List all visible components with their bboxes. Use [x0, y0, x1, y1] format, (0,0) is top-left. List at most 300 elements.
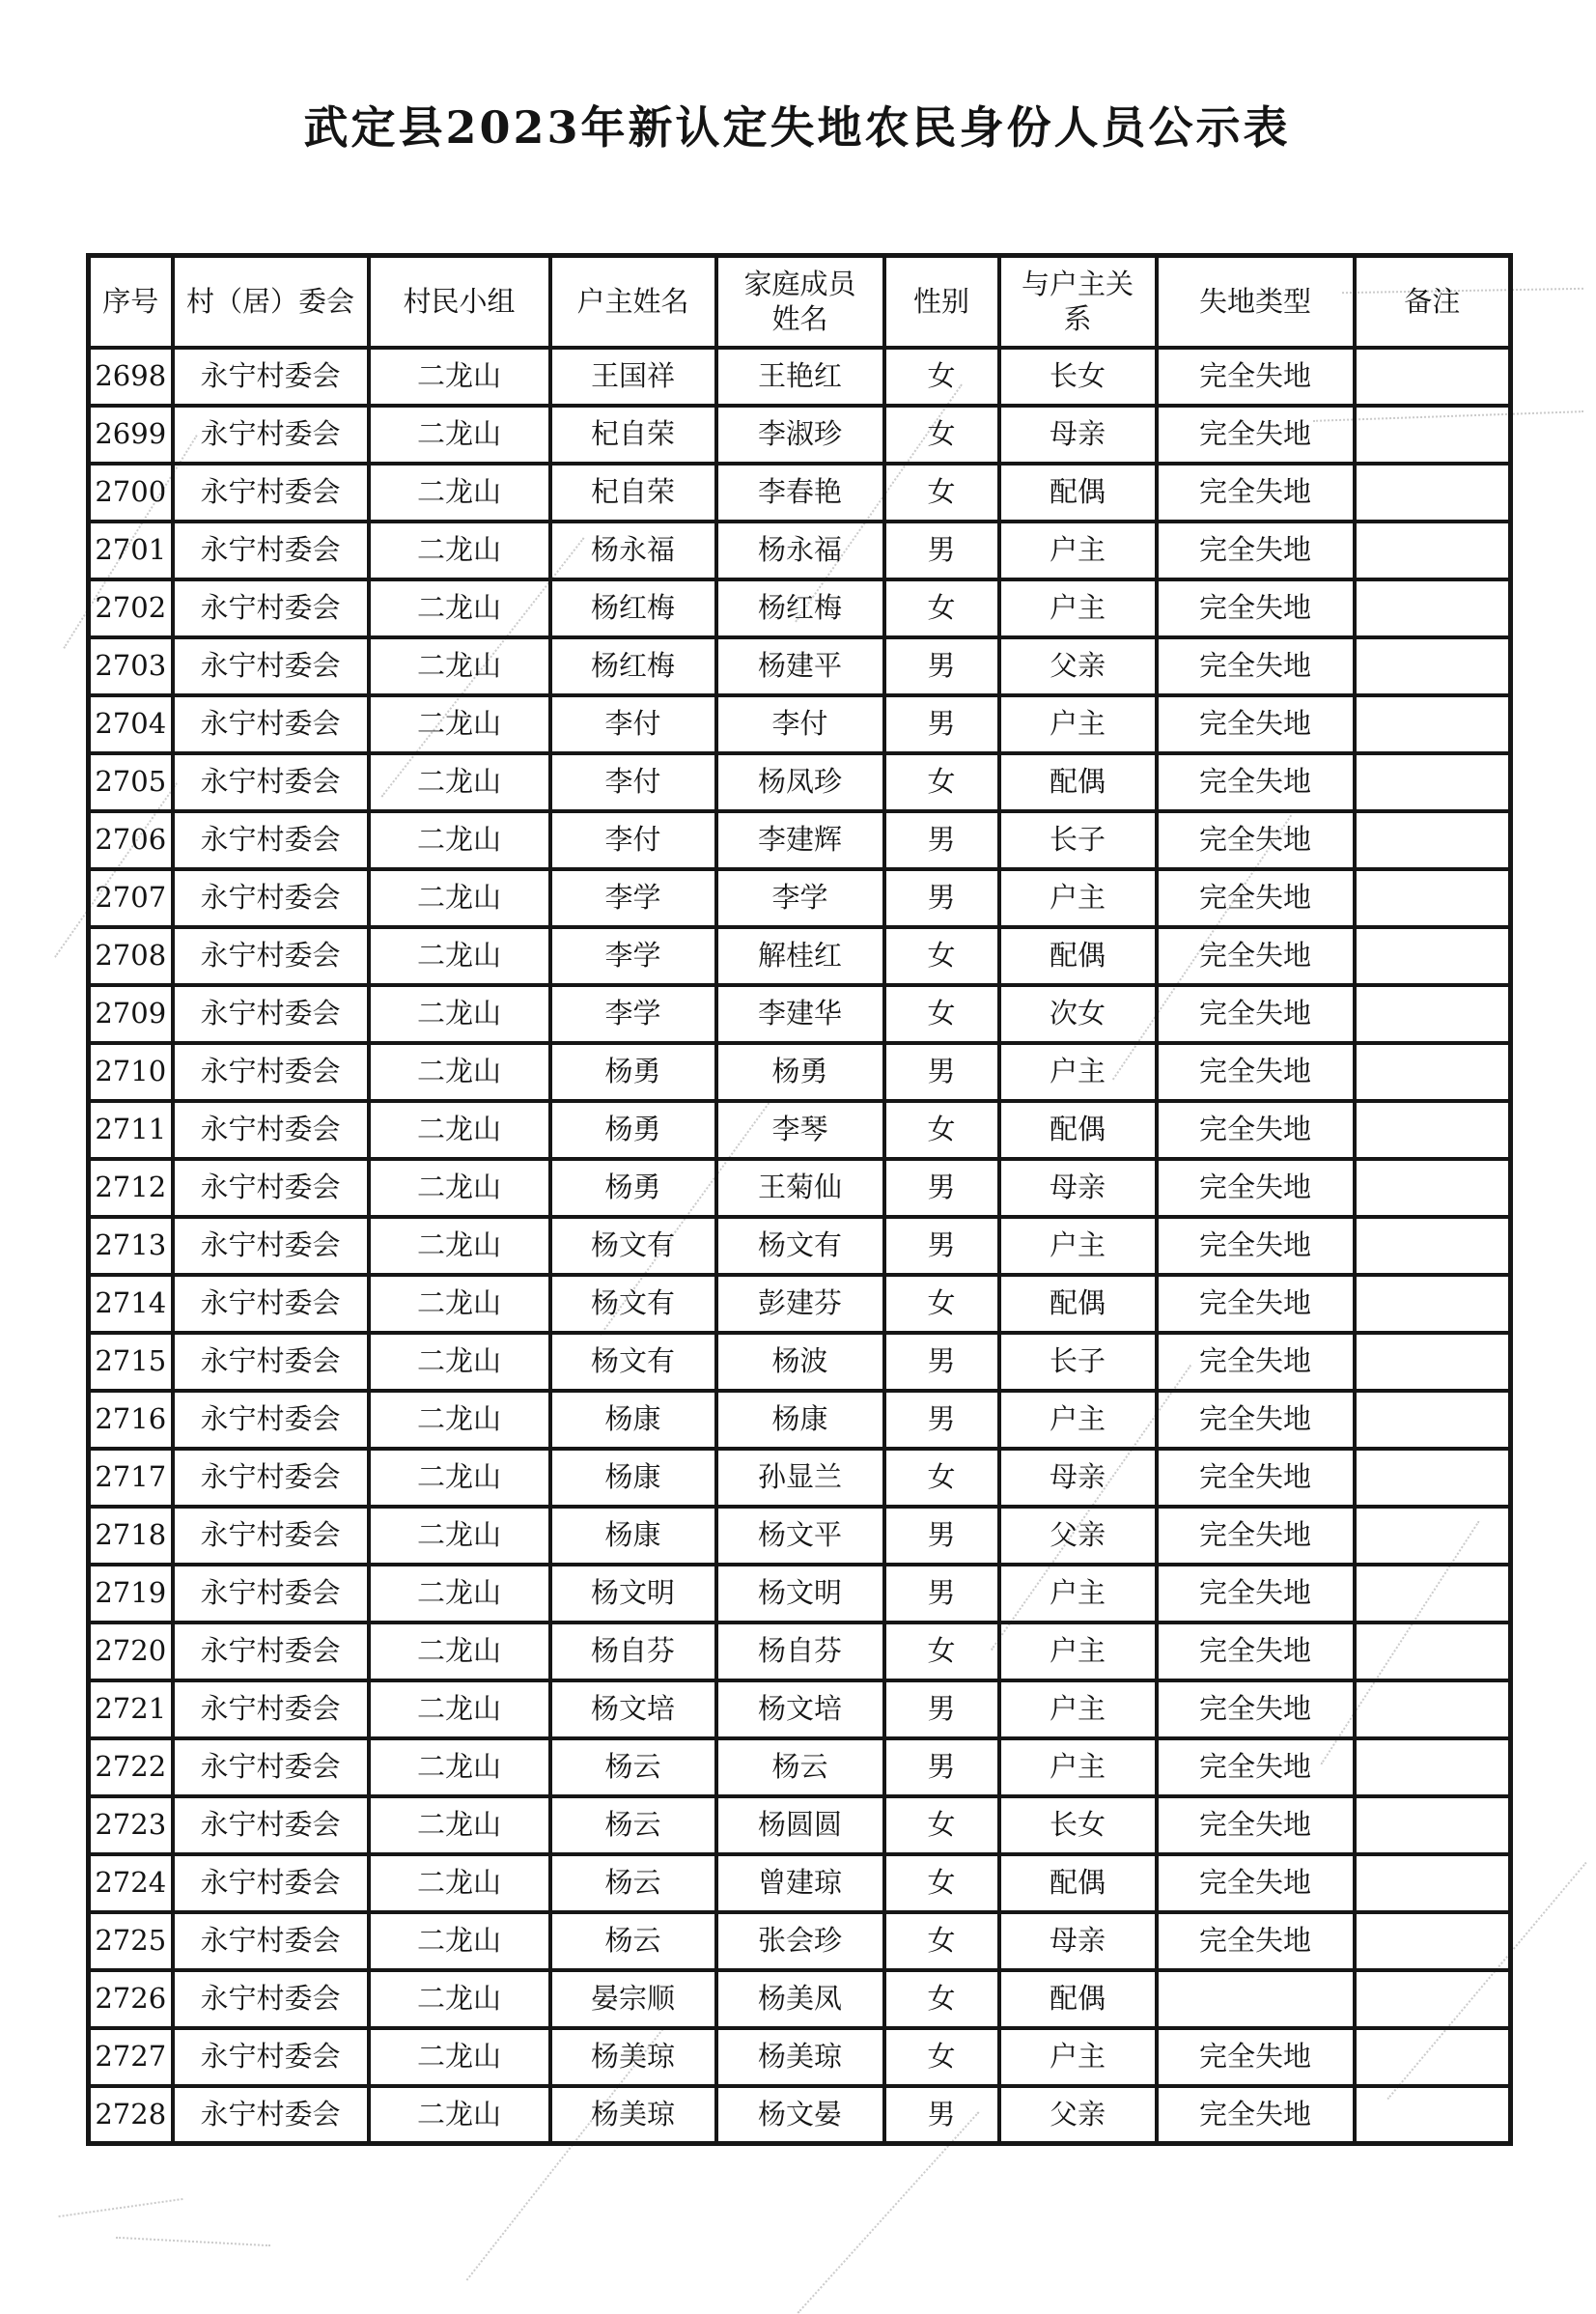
- table-cell: 2704: [89, 695, 173, 753]
- table-row: [89, 1217, 1511, 1275]
- table-row: [89, 464, 1511, 522]
- table-cell: 2702: [89, 579, 173, 637]
- table-cell: 二龙山: [369, 1333, 550, 1391]
- table-cell: 户主: [999, 579, 1157, 637]
- table-cell: 永宁村委会: [173, 1970, 369, 2028]
- column-header-gender: 性别: [884, 256, 999, 348]
- table-cell: 2710: [89, 1043, 173, 1101]
- table-cell: 杨美琼: [716, 2028, 884, 2086]
- table-cell: 完全失地: [1157, 464, 1355, 522]
- table-cell: 杨红梅: [716, 579, 884, 637]
- table-cell: 2713: [89, 1217, 173, 1275]
- table-cell: 父亲: [999, 637, 1157, 695]
- table-cell: [1355, 1796, 1511, 1854]
- table-cell: 李建华: [716, 985, 884, 1043]
- table-cell: 孙显兰: [716, 1449, 884, 1507]
- table-cell: 永宁村委会: [173, 1623, 369, 1680]
- table-cell: 杨康: [550, 1449, 716, 1507]
- table-cell: 二龙山: [369, 1159, 550, 1217]
- table-cell: 完全失地: [1157, 1565, 1355, 1623]
- table-cell: 女: [884, 464, 999, 522]
- table-cell: 男: [884, 1159, 999, 1217]
- table-cell: 2724: [89, 1854, 173, 1912]
- table-cell: 二龙山: [369, 2086, 550, 2144]
- table-cell: 男: [884, 522, 999, 579]
- table-cell: [1355, 869, 1511, 927]
- table-cell: 完全失地: [1157, 1796, 1355, 1854]
- table-row: [89, 637, 1511, 695]
- table-row: [89, 695, 1511, 753]
- table-cell: 杨红梅: [550, 637, 716, 695]
- table-cell: 杞自荣: [550, 406, 716, 464]
- table-cell: 户主: [999, 1623, 1157, 1680]
- table-cell: [1355, 1159, 1511, 1217]
- table-cell: 二龙山: [369, 927, 550, 985]
- table-row: [89, 1970, 1511, 2028]
- table-cell: 户主: [999, 522, 1157, 579]
- column-header-household-head: 户主姓名: [550, 256, 716, 348]
- table-cell: 二龙山: [369, 695, 550, 753]
- table-row: [89, 348, 1511, 406]
- table-cell: 2707: [89, 869, 173, 927]
- table-cell: 杞自荣: [550, 464, 716, 522]
- table-cell: 李学: [550, 927, 716, 985]
- table-row: [89, 1101, 1511, 1159]
- table-cell: [1355, 927, 1511, 985]
- table-cell: 完全失地: [1157, 1391, 1355, 1449]
- table-cell: 完全失地: [1157, 811, 1355, 869]
- table-cell: 男: [884, 1565, 999, 1623]
- table-cell: [1355, 1912, 1511, 1970]
- table-cell: [1355, 1565, 1511, 1623]
- table-cell: 二龙山: [369, 1507, 550, 1565]
- table-cell: 2719: [89, 1565, 173, 1623]
- column-header-family-member: 家庭成员姓名: [716, 256, 884, 348]
- table-cell: 杨文有: [550, 1275, 716, 1333]
- table-cell: 完全失地: [1157, 637, 1355, 695]
- table-cell: 李付: [716, 695, 884, 753]
- table-cell: 女: [884, 1101, 999, 1159]
- table-cell: 永宁村委会: [173, 348, 369, 406]
- table-cell: 解桂红: [716, 927, 884, 985]
- table-cell: 女: [884, 985, 999, 1043]
- table-cell: 2705: [89, 753, 173, 811]
- table-cell: 杨波: [716, 1333, 884, 1391]
- table-cell: 长子: [999, 1333, 1157, 1391]
- table-cell: 杨永福: [550, 522, 716, 579]
- table-cell: 2721: [89, 1680, 173, 1738]
- table-cell: 男: [884, 869, 999, 927]
- table-cell: [1355, 2086, 1511, 2144]
- table-cell: [1355, 1101, 1511, 1159]
- table-cell: 永宁村委会: [173, 1275, 369, 1333]
- table-cell: 户主: [999, 1043, 1157, 1101]
- table-cell: 完全失地: [1157, 1159, 1355, 1217]
- table-cell: 李淑珍: [716, 406, 884, 464]
- table-cell: [1355, 811, 1511, 869]
- table-cell: 二龙山: [369, 1970, 550, 2028]
- table-cell: 完全失地: [1157, 1101, 1355, 1159]
- table-row: [89, 1159, 1511, 1217]
- table-cell: 男: [884, 1333, 999, 1391]
- table-cell: 户主: [999, 1565, 1157, 1623]
- table-cell: 二龙山: [369, 1912, 550, 1970]
- table-cell: 完全失地: [1157, 1333, 1355, 1391]
- table-cell: 李付: [550, 753, 716, 811]
- table-cell: 永宁村委会: [173, 1333, 369, 1391]
- table-cell: [1355, 464, 1511, 522]
- table-cell: 永宁村委会: [173, 1738, 369, 1796]
- table-cell: 户主: [999, 1680, 1157, 1738]
- table-cell: 完全失地: [1157, 1680, 1355, 1738]
- table-cell: 二龙山: [369, 1738, 550, 1796]
- table-cell: 女: [884, 1970, 999, 2028]
- table-cell: 2699: [89, 406, 173, 464]
- table-row: [89, 753, 1511, 811]
- table-cell: 2701: [89, 522, 173, 579]
- table-cell: [1355, 753, 1511, 811]
- table-cell: 母亲: [999, 406, 1157, 464]
- table-cell: 永宁村委会: [173, 1449, 369, 1507]
- table-cell: 户主: [999, 1217, 1157, 1275]
- table-cell: 完全失地: [1157, 753, 1355, 811]
- table-cell: 二龙山: [369, 2028, 550, 2086]
- table-cell: 彭建芬: [716, 1275, 884, 1333]
- header-row: [89, 256, 1511, 348]
- table-cell: 二龙山: [369, 1796, 550, 1854]
- table-row: [89, 1565, 1511, 1623]
- table-row: [89, 406, 1511, 464]
- table-cell: 永宁村委会: [173, 927, 369, 985]
- table-cell: 配偶: [999, 464, 1157, 522]
- table-row: [89, 811, 1511, 869]
- table-cell: 完全失地: [1157, 1043, 1355, 1101]
- column-header-village-committee: 村（居）委会: [173, 256, 369, 348]
- notice-table: [86, 253, 1513, 2146]
- table-cell: 永宁村委会: [173, 811, 369, 869]
- table-cell: 永宁村委会: [173, 1680, 369, 1738]
- table-cell: [1355, 1738, 1511, 1796]
- table-cell: 完全失地: [1157, 985, 1355, 1043]
- table-row: [89, 1391, 1511, 1449]
- table-cell: 永宁村委会: [173, 2086, 369, 2144]
- table-cell: 永宁村委会: [173, 1159, 369, 1217]
- table-cell: 男: [884, 2086, 999, 2144]
- table-cell: 户主: [999, 869, 1157, 927]
- table-cell: 李付: [550, 811, 716, 869]
- table-cell: [1355, 2028, 1511, 2086]
- table-cell: [1355, 1449, 1511, 1507]
- table-cell: 二龙山: [369, 1043, 550, 1101]
- column-header-remarks: 备注: [1355, 256, 1511, 348]
- table-row: [89, 2086, 1511, 2144]
- table-cell: [1355, 1854, 1511, 1912]
- scan-artifact: [58, 2198, 182, 2217]
- table-cell: [1355, 406, 1511, 464]
- table-cell: 永宁村委会: [173, 1796, 369, 1854]
- table-cell: 杨美凤: [716, 1970, 884, 2028]
- table-cell: 二龙山: [369, 985, 550, 1043]
- table-cell: 配偶: [999, 1854, 1157, 1912]
- table-cell: 杨美琼: [550, 2086, 716, 2144]
- table-cell: [1355, 1391, 1511, 1449]
- table-cell: 男: [884, 1043, 999, 1101]
- table-cell: 二龙山: [369, 811, 550, 869]
- table-row: [89, 1043, 1511, 1101]
- table-cell: 2712: [89, 1159, 173, 1217]
- table-cell: 配偶: [999, 1275, 1157, 1333]
- table-cell: 父亲: [999, 2086, 1157, 2144]
- table-cell: 2711: [89, 1101, 173, 1159]
- table-cell: 配偶: [999, 753, 1157, 811]
- table-cell: 杨文有: [550, 1333, 716, 1391]
- table-row: [89, 1796, 1511, 1854]
- table-cell: [1355, 1507, 1511, 1565]
- table-cell: 李琴: [716, 1101, 884, 1159]
- table-cell: 永宁村委会: [173, 869, 369, 927]
- table-cell: 完全失地: [1157, 2086, 1355, 2144]
- table-cell: [1355, 579, 1511, 637]
- table-cell: 晏宗顺: [550, 1970, 716, 2028]
- table-cell: 二龙山: [369, 869, 550, 927]
- table-cell: 王艳红: [716, 348, 884, 406]
- table-cell: 二龙山: [369, 348, 550, 406]
- column-header-serial: 序号: [89, 256, 173, 348]
- table-cell: 李春艳: [716, 464, 884, 522]
- table-cell: 杨文有: [550, 1217, 716, 1275]
- table-row: [89, 869, 1511, 927]
- table-cell: [1355, 1970, 1511, 2028]
- table-cell: 户主: [999, 2028, 1157, 2086]
- column-header-land-loss-type: 失地类型: [1157, 256, 1355, 348]
- table-cell: 完全失地: [1157, 579, 1355, 637]
- table-cell: 配偶: [999, 1970, 1157, 2028]
- table-cell: 女: [884, 1449, 999, 1507]
- table-row: [89, 1449, 1511, 1507]
- table-cell: 女: [884, 753, 999, 811]
- table-row: [89, 985, 1511, 1043]
- table-cell: 男: [884, 1217, 999, 1275]
- table-cell: 李学: [550, 985, 716, 1043]
- table-cell: 杨勇: [550, 1159, 716, 1217]
- table-cell: [1355, 695, 1511, 753]
- table-cell: 配偶: [999, 927, 1157, 985]
- table-cell: 完全失地: [1157, 1912, 1355, 1970]
- table-body: [89, 348, 1511, 2144]
- table-cell: 永宁村委会: [173, 753, 369, 811]
- table-cell: 女: [884, 406, 999, 464]
- table-row: [89, 1623, 1511, 1680]
- table-cell: 女: [884, 1275, 999, 1333]
- table-cell: 二龙山: [369, 637, 550, 695]
- table-cell: 李学: [550, 869, 716, 927]
- table-cell: 永宁村委会: [173, 1565, 369, 1623]
- table-cell: [1355, 1333, 1511, 1391]
- table-cell: 完全失地: [1157, 1738, 1355, 1796]
- table-cell: 永宁村委会: [173, 637, 369, 695]
- table-cell: 2722: [89, 1738, 173, 1796]
- table-cell: 李学: [716, 869, 884, 927]
- column-header-relationship: 与户主关系: [999, 256, 1157, 348]
- table-cell: [1355, 985, 1511, 1043]
- table-cell: 完全失地: [1157, 869, 1355, 927]
- table-cell: 次女: [999, 985, 1157, 1043]
- table-cell: 女: [884, 1796, 999, 1854]
- table-row: [89, 1275, 1511, 1333]
- table-cell: 杨勇: [550, 1043, 716, 1101]
- scan-artifact: [116, 2237, 270, 2246]
- table-cell: 父亲: [999, 1507, 1157, 1565]
- table-cell: 长女: [999, 1796, 1157, 1854]
- table-cell: 杨康: [550, 1391, 716, 1449]
- table-cell: 永宁村委会: [173, 1391, 369, 1449]
- table-cell: 杨云: [550, 1912, 716, 1970]
- table-cell: 杨康: [716, 1391, 884, 1449]
- table-cell: 永宁村委会: [173, 1912, 369, 1970]
- table-cell: 2717: [89, 1449, 173, 1507]
- table-cell: [1355, 1043, 1511, 1101]
- table-row: [89, 1507, 1511, 1565]
- table-cell: 永宁村委会: [173, 522, 369, 579]
- table-cell: 2703: [89, 637, 173, 695]
- table-cell: 2728: [89, 2086, 173, 2144]
- table-cell: 王菊仙: [716, 1159, 884, 1217]
- table-cell: 男: [884, 695, 999, 753]
- table-row: [89, 579, 1511, 637]
- table-row: [89, 1680, 1511, 1738]
- table-cell: 男: [884, 637, 999, 695]
- table-cell: 二龙山: [369, 464, 550, 522]
- table-cell: 二龙山: [369, 1565, 550, 1623]
- table-cell: 2714: [89, 1275, 173, 1333]
- table-cell: 永宁村委会: [173, 985, 369, 1043]
- table-cell: 永宁村委会: [173, 1217, 369, 1275]
- table-cell: 完全失地: [1157, 1449, 1355, 1507]
- table-cell: 李建辉: [716, 811, 884, 869]
- table-cell: 完全失地: [1157, 927, 1355, 985]
- table-cell: 长子: [999, 811, 1157, 869]
- table-cell: [1355, 637, 1511, 695]
- table-cell: 2708: [89, 927, 173, 985]
- table-cell: 杨美琼: [550, 2028, 716, 2086]
- table-cell: 2720: [89, 1623, 173, 1680]
- page-title: 武定县2023年新认定失地农民身份人员公示表: [303, 101, 1291, 154]
- table-cell: 户主: [999, 1391, 1157, 1449]
- table-cell: 二龙山: [369, 1449, 550, 1507]
- table-row: [89, 1912, 1511, 1970]
- table-cell: 二龙山: [369, 753, 550, 811]
- table-cell: [1355, 1680, 1511, 1738]
- table-cell: [1355, 1217, 1511, 1275]
- table-cell: [1355, 1623, 1511, 1680]
- table-cell: 男: [884, 1507, 999, 1565]
- table-cell: 永宁村委会: [173, 695, 369, 753]
- table-cell: 杨文有: [716, 1217, 884, 1275]
- table-cell: 李付: [550, 695, 716, 753]
- table-cell: 女: [884, 2028, 999, 2086]
- table-cell: 完全失地: [1157, 1507, 1355, 1565]
- table-cell: [1355, 348, 1511, 406]
- table-cell: 二龙山: [369, 1101, 550, 1159]
- table-cell: 二龙山: [369, 1217, 550, 1275]
- table-cell: 女: [884, 927, 999, 985]
- table-cell: 2723: [89, 1796, 173, 1854]
- table-cell: 二龙山: [369, 1680, 550, 1738]
- table-cell: 杨勇: [716, 1043, 884, 1101]
- table-cell: 张会珍: [716, 1912, 884, 1970]
- table-cell: 二龙山: [369, 1623, 550, 1680]
- table-cell: 2700: [89, 464, 173, 522]
- table-cell: 完全失地: [1157, 406, 1355, 464]
- table-cell: 女: [884, 1854, 999, 1912]
- table-cell: 杨自芬: [716, 1623, 884, 1680]
- table-cell: 二龙山: [369, 1275, 550, 1333]
- table-cell: 杨云: [550, 1738, 716, 1796]
- table-cell: 2725: [89, 1912, 173, 1970]
- table-cell: 杨文平: [716, 1507, 884, 1565]
- table-cell: [1355, 1275, 1511, 1333]
- table-cell: 杨凤珍: [716, 753, 884, 811]
- table-cell: 女: [884, 579, 999, 637]
- table-cell: 完全失地: [1157, 522, 1355, 579]
- table-cell: 永宁村委会: [173, 1854, 369, 1912]
- table-cell: 杨文明: [716, 1565, 884, 1623]
- table-cell: 杨云: [550, 1854, 716, 1912]
- table-cell: 杨红梅: [550, 579, 716, 637]
- table-row: [89, 1854, 1511, 1912]
- table-cell: 完全失地: [1157, 348, 1355, 406]
- table-cell: 2698: [89, 348, 173, 406]
- table-cell: 永宁村委会: [173, 1507, 369, 1565]
- table-cell: 杨文明: [550, 1565, 716, 1623]
- table-cell: [1355, 522, 1511, 579]
- table-cell: 长女: [999, 348, 1157, 406]
- table-cell: 二龙山: [369, 1854, 550, 1912]
- table-cell: 完全失地: [1157, 1854, 1355, 1912]
- table-cell: 男: [884, 811, 999, 869]
- table-cell: 2706: [89, 811, 173, 869]
- table-cell: 母亲: [999, 1449, 1157, 1507]
- table-cell: 2727: [89, 2028, 173, 2086]
- table-cell: 完全失地: [1157, 1623, 1355, 1680]
- table-row: [89, 927, 1511, 985]
- table-cell: 王国祥: [550, 348, 716, 406]
- table-cell: 完全失地: [1157, 1275, 1355, 1333]
- table-row: [89, 1333, 1511, 1391]
- table-cell: 杨文培: [550, 1680, 716, 1738]
- table-cell: 母亲: [999, 1912, 1157, 1970]
- table-cell: 2726: [89, 1970, 173, 2028]
- table-cell: 女: [884, 1912, 999, 1970]
- table-cell: 二龙山: [369, 1391, 550, 1449]
- table-cell: 女: [884, 1623, 999, 1680]
- table-cell: 二龙山: [369, 579, 550, 637]
- table-cell: 2709: [89, 985, 173, 1043]
- table-cell: 二龙山: [369, 406, 550, 464]
- table-cell: 永宁村委会: [173, 1101, 369, 1159]
- table-row: [89, 1738, 1511, 1796]
- table-cell: 2715: [89, 1333, 173, 1391]
- table-cell: 永宁村委会: [173, 2028, 369, 2086]
- table-cell: 母亲: [999, 1159, 1157, 1217]
- table-cell: 男: [884, 1391, 999, 1449]
- table-cell: [1157, 1970, 1355, 2028]
- table-cell: 2716: [89, 1391, 173, 1449]
- column-header-villager-group: 村民小组: [369, 256, 550, 348]
- table-cell: 户主: [999, 695, 1157, 753]
- table-cell: 杨永福: [716, 522, 884, 579]
- table-cell: 永宁村委会: [173, 579, 369, 637]
